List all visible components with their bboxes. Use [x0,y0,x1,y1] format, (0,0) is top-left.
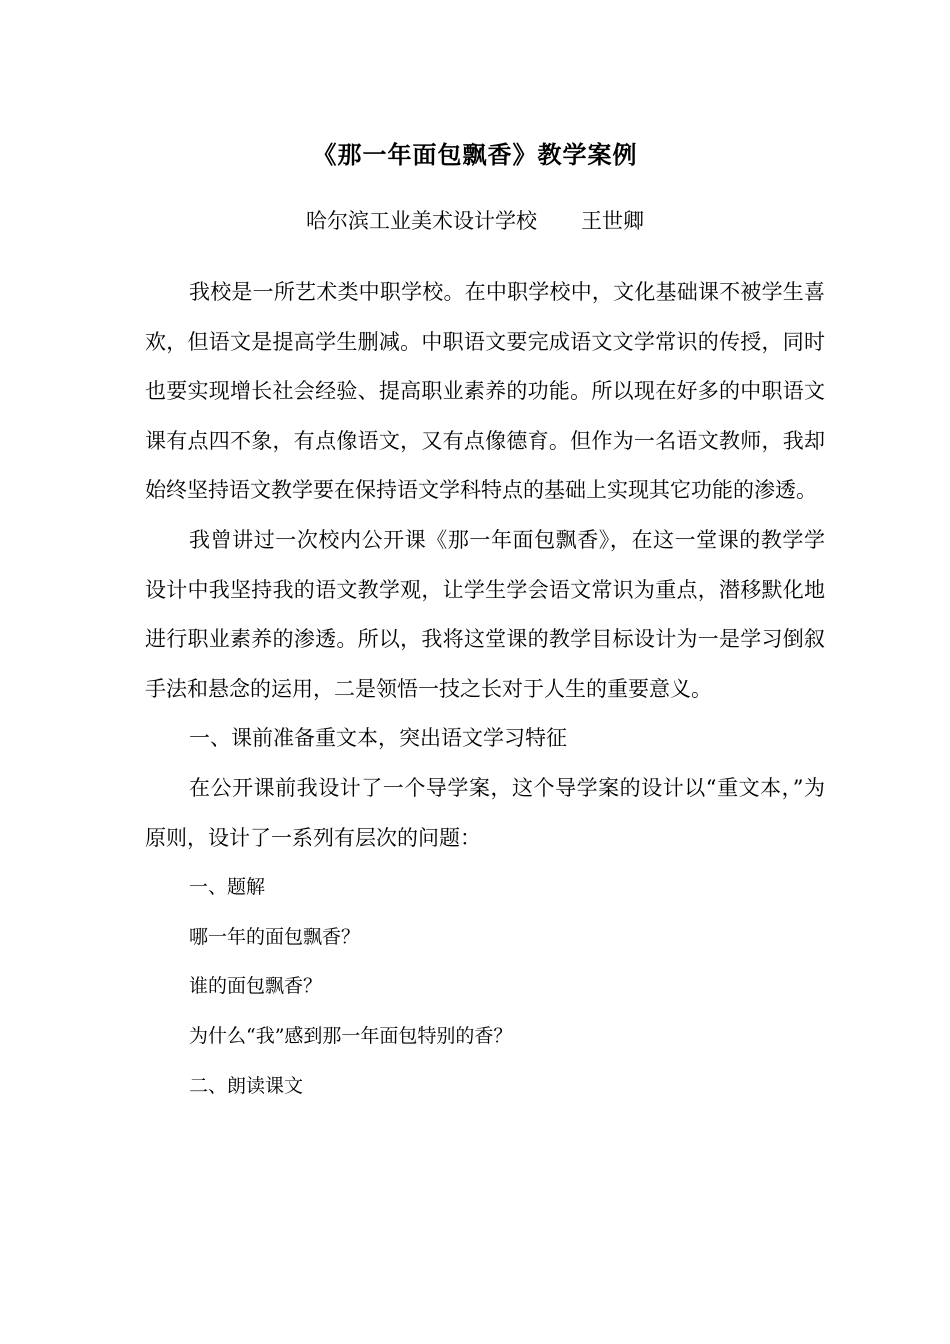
outline-heading-1: 一、题解 [189,876,266,899]
paragraph-guide: 在公开课前我设计了一个导学案，这个导学案的设计以“重文本，”为原则，设计了一系列有层次的问题： [145,775,825,850]
question-item: 为什么“我”感到那一年面包特别的香？ [189,1024,513,1047]
paragraph-lesson: 我曾讲过一次校内公开课《那一年面包飘香》，在这一堂课的教学学设计中我坚持我的语文教学观，让学生学会语文常识为重点，潜移默化地进行职业素养的渗透。所以，我将这堂课的教学目标设计为一是学习倒叙手法和悬念的运用，二是领悟一技之长对于人生的重要意义。 [145,527,825,701]
author-name: 王世卿 [581,209,644,233]
paragraph-intro: 我校是一所艺术类中职学校。在中职学校中，文化基础课不被学生喜欢，但语文是提高学生删减。中职语文要完成语文文学常识的传授，同时也要实现增长社会经验、提高职业素养的功能。所以现在好多的中职语文课有点四不象，有点像语文，又有点像德育。但作为一名语文教师，我却始终坚持语文教学要在保持语文学科特点的基础上实现其它功能的渗透。 [145,280,825,503]
school-name: 哈尔滨工业美术设计学校 [306,209,537,233]
document-title: 《那一年面包飘香》教学案例 [312,140,638,169]
question-item: 哪一年的面包飘香？ [189,925,361,948]
section-heading: 一、课前准备重文本，突出语文学习特征 [189,726,567,751]
body-text [145,268,825,1111]
question-item: 谁的面包飘香？ [189,975,323,998]
outline-heading-2: 二、朗读课文 [189,1074,304,1097]
byline [0,205,950,235]
